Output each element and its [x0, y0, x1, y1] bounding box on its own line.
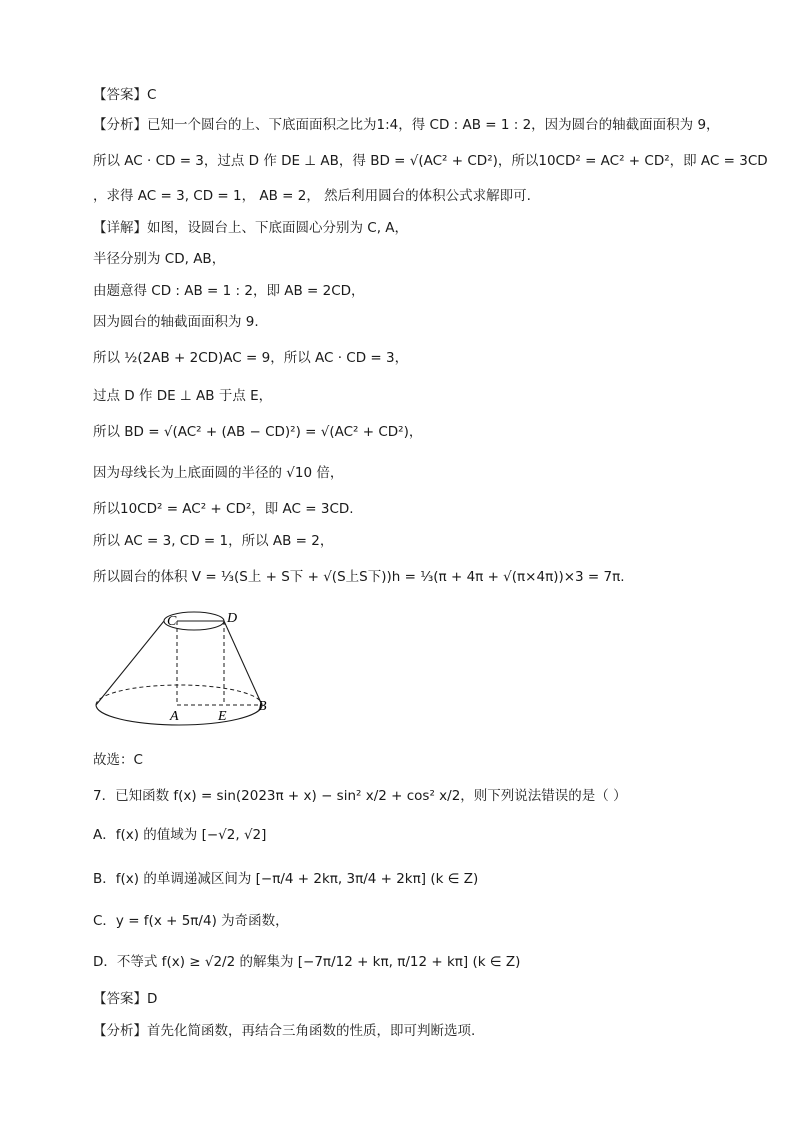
left-generatrix — [96, 621, 164, 705]
detail-line-1: 【详解】如图，设圆台上、下底面圆心分别为 C, A， — [93, 220, 409, 236]
detail-line-2: 半径分别为 CD, AB， — [93, 251, 226, 267]
analysis-line-2: 所以 AC · CD = 3，过点 D 作 DE ⊥ AB，得 BD = √(AC² + CD²)，所以10CD² = AC² + CD²，即 AC = 3CD — [93, 153, 768, 169]
question-7: 7．已知函数 f(x) = sin(2023π + x) − sin² x/2 + cos² x/2，则下列说法错误的是（ ） — [93, 788, 627, 804]
detail-line-11: 所以圆台的体积 V = ⅓(S上 + S下 + √(S上S下))h = ⅓(π + 4π + √(π×4π))×3 = 7π. — [93, 569, 625, 585]
bottom-base-front-arc — [96, 705, 262, 725]
bottom-base-back-arc — [96, 685, 262, 705]
answer-line: 【答案】C — [93, 87, 157, 103]
detail-line-9: 所以10CD² = AC² + CD²，即 AC = 3CD. — [93, 501, 354, 517]
answer-line-2: 【答案】D — [93, 991, 158, 1007]
label-a: A — [170, 709, 179, 724]
option-c: C．y = f(x + 5π/4) 为奇函数， — [93, 913, 289, 929]
detail-line-7: 所以 BD = √(AC² + (AB − CD)²) = √(AC² + CD²)， — [93, 424, 423, 440]
choose-line: 故选：C — [93, 752, 143, 768]
detail-line-10: 所以 AC = 3, CD = 1，所以 AB = 2， — [93, 533, 334, 549]
detail-line-5: 所以 ½(2AB + 2CD)AC = 9，所以 AC · CD = 3， — [93, 350, 409, 366]
label-d: D — [227, 611, 238, 626]
option-b: B．f(x) 的单调递减区间为 [−π/4 + 2kπ, 3π/4 + 2kπ] (k ∈ Z) — [93, 871, 479, 887]
detail-line-8: 因为母线长为上底面圆的半径的 √10 倍， — [93, 465, 344, 481]
analysis-line-3: ，求得 AC = 3, CD = 1， AB = 2， 然后利用圆台的体积公式求解即可. — [93, 188, 531, 204]
analysis-line-4: 【分析】首先化简函数，再结合三角函数的性质，即可判断选项. — [93, 1023, 476, 1039]
option-d: D．不等式 f(x) ≥ √2/2 的解集为 [−7π/12 + kπ, π/12 + kπ] (k ∈ Z) — [93, 954, 521, 970]
option-a: A．f(x) 的值域为 [−√2, √2] — [93, 827, 267, 843]
right-generatrix — [224, 621, 262, 705]
label-e: E — [218, 709, 227, 724]
label-c: C — [167, 614, 177, 629]
analysis-line-1: 【分析】已知一个圆台的上、下底面面积之比为1:4，得 CD : AB = 1 : 2，因为圆台的轴截面面积为 9， — [93, 117, 720, 133]
label-b: B — [258, 699, 267, 714]
detail-line-4: 因为圆台的轴截面面积为 9. — [93, 314, 259, 330]
frustum-figure — [88, 604, 278, 734]
detail-line-3: 由题意得 CD : AB = 1 : 2，即 AB = 2CD， — [93, 283, 365, 299]
detail-line-6: 过点 D 作 DE ⊥ AB 于点 E， — [93, 388, 273, 404]
